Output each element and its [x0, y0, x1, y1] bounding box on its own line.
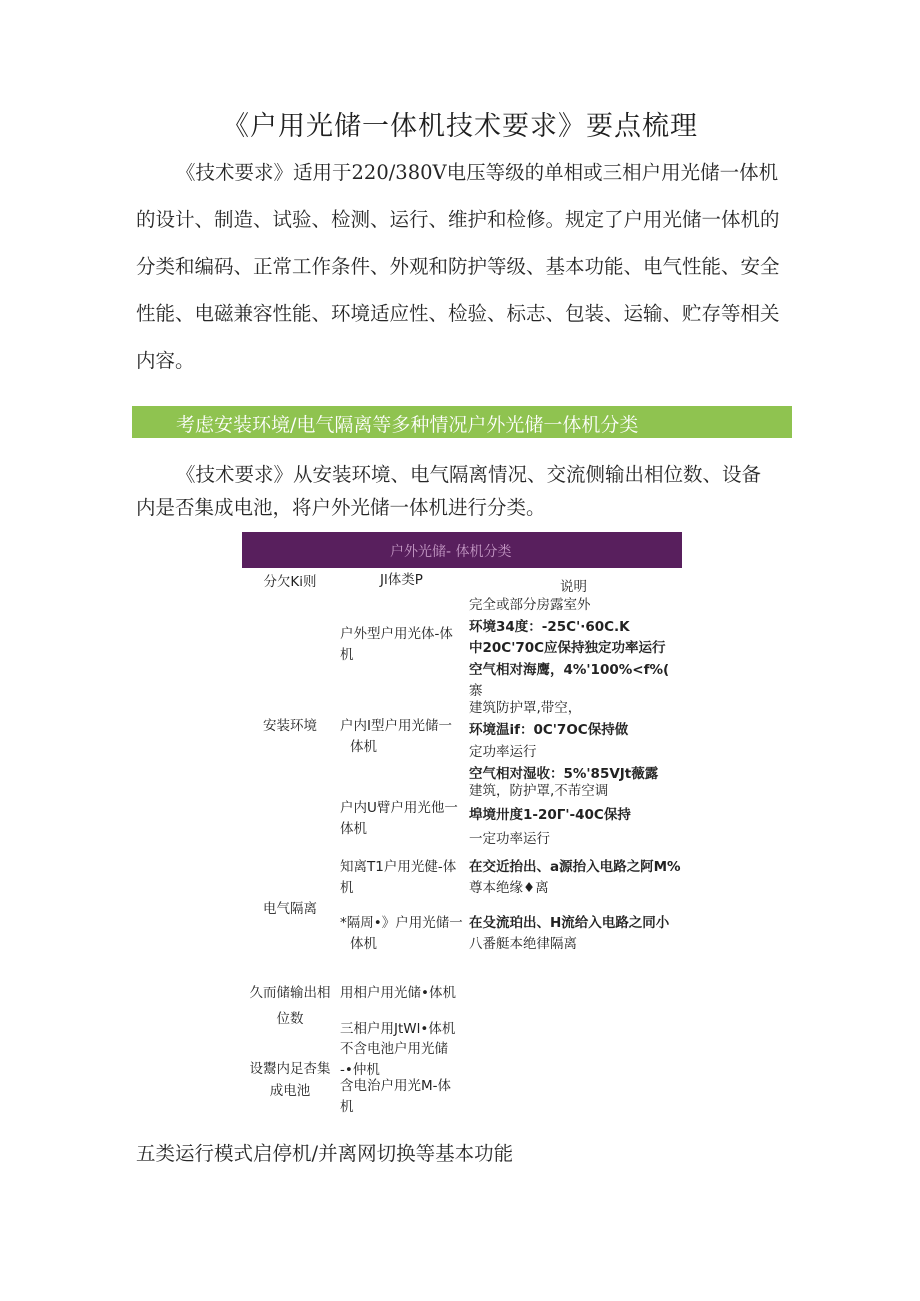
type-single-phase: 用相户用光储•体机 [340, 985, 456, 1001]
desc-indoor1-line: 定功率运行 [469, 744, 537, 760]
document-title: 《户用光储一体机技术要求》要点梳理 [222, 111, 698, 142]
desc-indoor2-line: 埠境卅度1-20Г'-40C保持 [469, 807, 631, 823]
intro-line-2: 的设计、制造、试验、检测、运行、维护和检修。规定了户用光储一体机的 [136, 208, 780, 231]
type-isolated-line-1: 知离T1户用光健-体 [340, 859, 457, 875]
type-with-battery-line-2: 机 [340, 1099, 354, 1115]
group-battery-line-1: 设鬻内足杏集 [249, 1061, 331, 1077]
intro-line-4: 性能、电磁兼容性能、环境适应性、检验、标志、包装、运输、贮存等相关 [136, 302, 780, 325]
type-isolated-line-2: 机 [340, 880, 354, 896]
type-no-battery-line-2: -•仲机 [340, 1062, 380, 1078]
desc-outdoor-line: 环境34度：-25C'·60C.K [469, 618, 630, 635]
group-battery-line-2: 成电池 [269, 1083, 311, 1099]
type-outdoor-line-1: 户外型户用光体-体 [340, 626, 453, 642]
group-phase-line-1: 久而储输出相 [249, 985, 331, 1001]
section1-heading: 考虑安装环境/电气隔离等多种情况户外光储一体机分类 [176, 414, 639, 436]
section2-heading: 五类运行模式启停机/并离网切换等基本功能 [136, 1142, 514, 1165]
desc-outdoor-line: 寨 [469, 683, 483, 699]
desc-nonisolated-line: 八番艇本绝律隔离 [469, 936, 577, 952]
section1-banner [132, 406, 792, 438]
type-with-battery [340, 1076, 468, 1118]
type-isolated [340, 857, 468, 899]
type-with-battery-line-1: 含电治户用光M-体 [340, 1078, 452, 1094]
type-indoor2-line-1: 户内U臂户用光他一 [340, 800, 458, 816]
desc-isolated-line: 在交近抬出、a源抬入电路之阿M% [469, 859, 681, 875]
table-title-bar [242, 532, 682, 568]
desc-outdoor-line: 空气相对海鹰，4%'100%<f%( [469, 661, 670, 678]
desc-outdoor-line: 中20C'70C应保持独定功率运行 [469, 640, 666, 656]
type-indoor1 [340, 716, 468, 758]
desc-outdoor-line: 完全或部分房露室外 [469, 597, 591, 613]
group-battery [242, 1058, 338, 1102]
desc-outdoor [469, 595, 684, 703]
type-indoor2 [340, 798, 468, 840]
desc-indoor2 [469, 779, 684, 851]
type-no-battery [340, 1039, 468, 1081]
intro-line-3: 分类和编码、正常工作条件、外观和防护等级、基本功能、电气性能、安全 [136, 255, 780, 278]
desc-isolated [469, 857, 684, 899]
type-nonisolated-line-1: *隔周•》户用光储一 [340, 915, 463, 931]
section1-paragraph [136, 451, 796, 531]
type-indoor1-line-1: 户内I型户用光储一 [340, 718, 452, 734]
desc-indoor2-line: 一定功率运行 [469, 831, 550, 847]
section1-line-1: 《技术要求》从安装环境、电气隔离情况、交流侧输出相位数、设备 [176, 463, 762, 486]
type-outdoor [340, 624, 468, 666]
group-install: 安装环境 [263, 718, 317, 734]
desc-isolated-line: 尊本绝缘♦离 [469, 880, 549, 896]
desc-nonisolated [469, 913, 684, 955]
intro-line-1: 《技术要求》适用于220/380V电压等级的单相或三相户用光储一体机 [176, 161, 779, 184]
group-phase [242, 980, 338, 1032]
type-outdoor-line-2: 机 [340, 647, 354, 663]
type-nonisolated [340, 913, 468, 955]
group-phase-line-2: 位数 [276, 1011, 304, 1027]
desc-indoor1-line: 空气相对湿收：5%'85VJt薇露 [469, 766, 659, 782]
section1-line-2: 内是否集成电池，将户外光储一体机进行分类。 [136, 496, 546, 519]
col3-header: 说明 [560, 579, 587, 595]
desc-indoor1 [469, 697, 684, 785]
table-title: 户外光储- 体机分类 [390, 544, 512, 560]
desc-nonisolated-line: 在殳流珀出、H流给入电路之同小 [469, 915, 670, 931]
type-nonisolated-line-2: 体机 [350, 936, 377, 952]
col2-header: Jl体类P [380, 572, 423, 588]
type-indoor2-line-2: 体机 [340, 821, 367, 837]
intro-line-5: 内容。 [136, 349, 195, 372]
desc-indoor2-line: 建筑，防护罩,不芾空调 [469, 783, 609, 799]
intro-paragraph [136, 149, 796, 384]
desc-indoor1-line: 环境温if：0C'7OC保持做 [469, 722, 629, 738]
type-no-battery-line-1: 不含电池户用光储 [340, 1041, 448, 1057]
type-three-phase: 三相户用JtWl•体机 [340, 1021, 456, 1037]
type-indoor1-line-2: 体机 [350, 739, 377, 755]
col1-header: 分欠Ki则 [263, 574, 317, 590]
desc-indoor1-line: 建筑防护罩,带空， [469, 700, 582, 716]
group-isolation: 电气隔离 [263, 901, 317, 917]
